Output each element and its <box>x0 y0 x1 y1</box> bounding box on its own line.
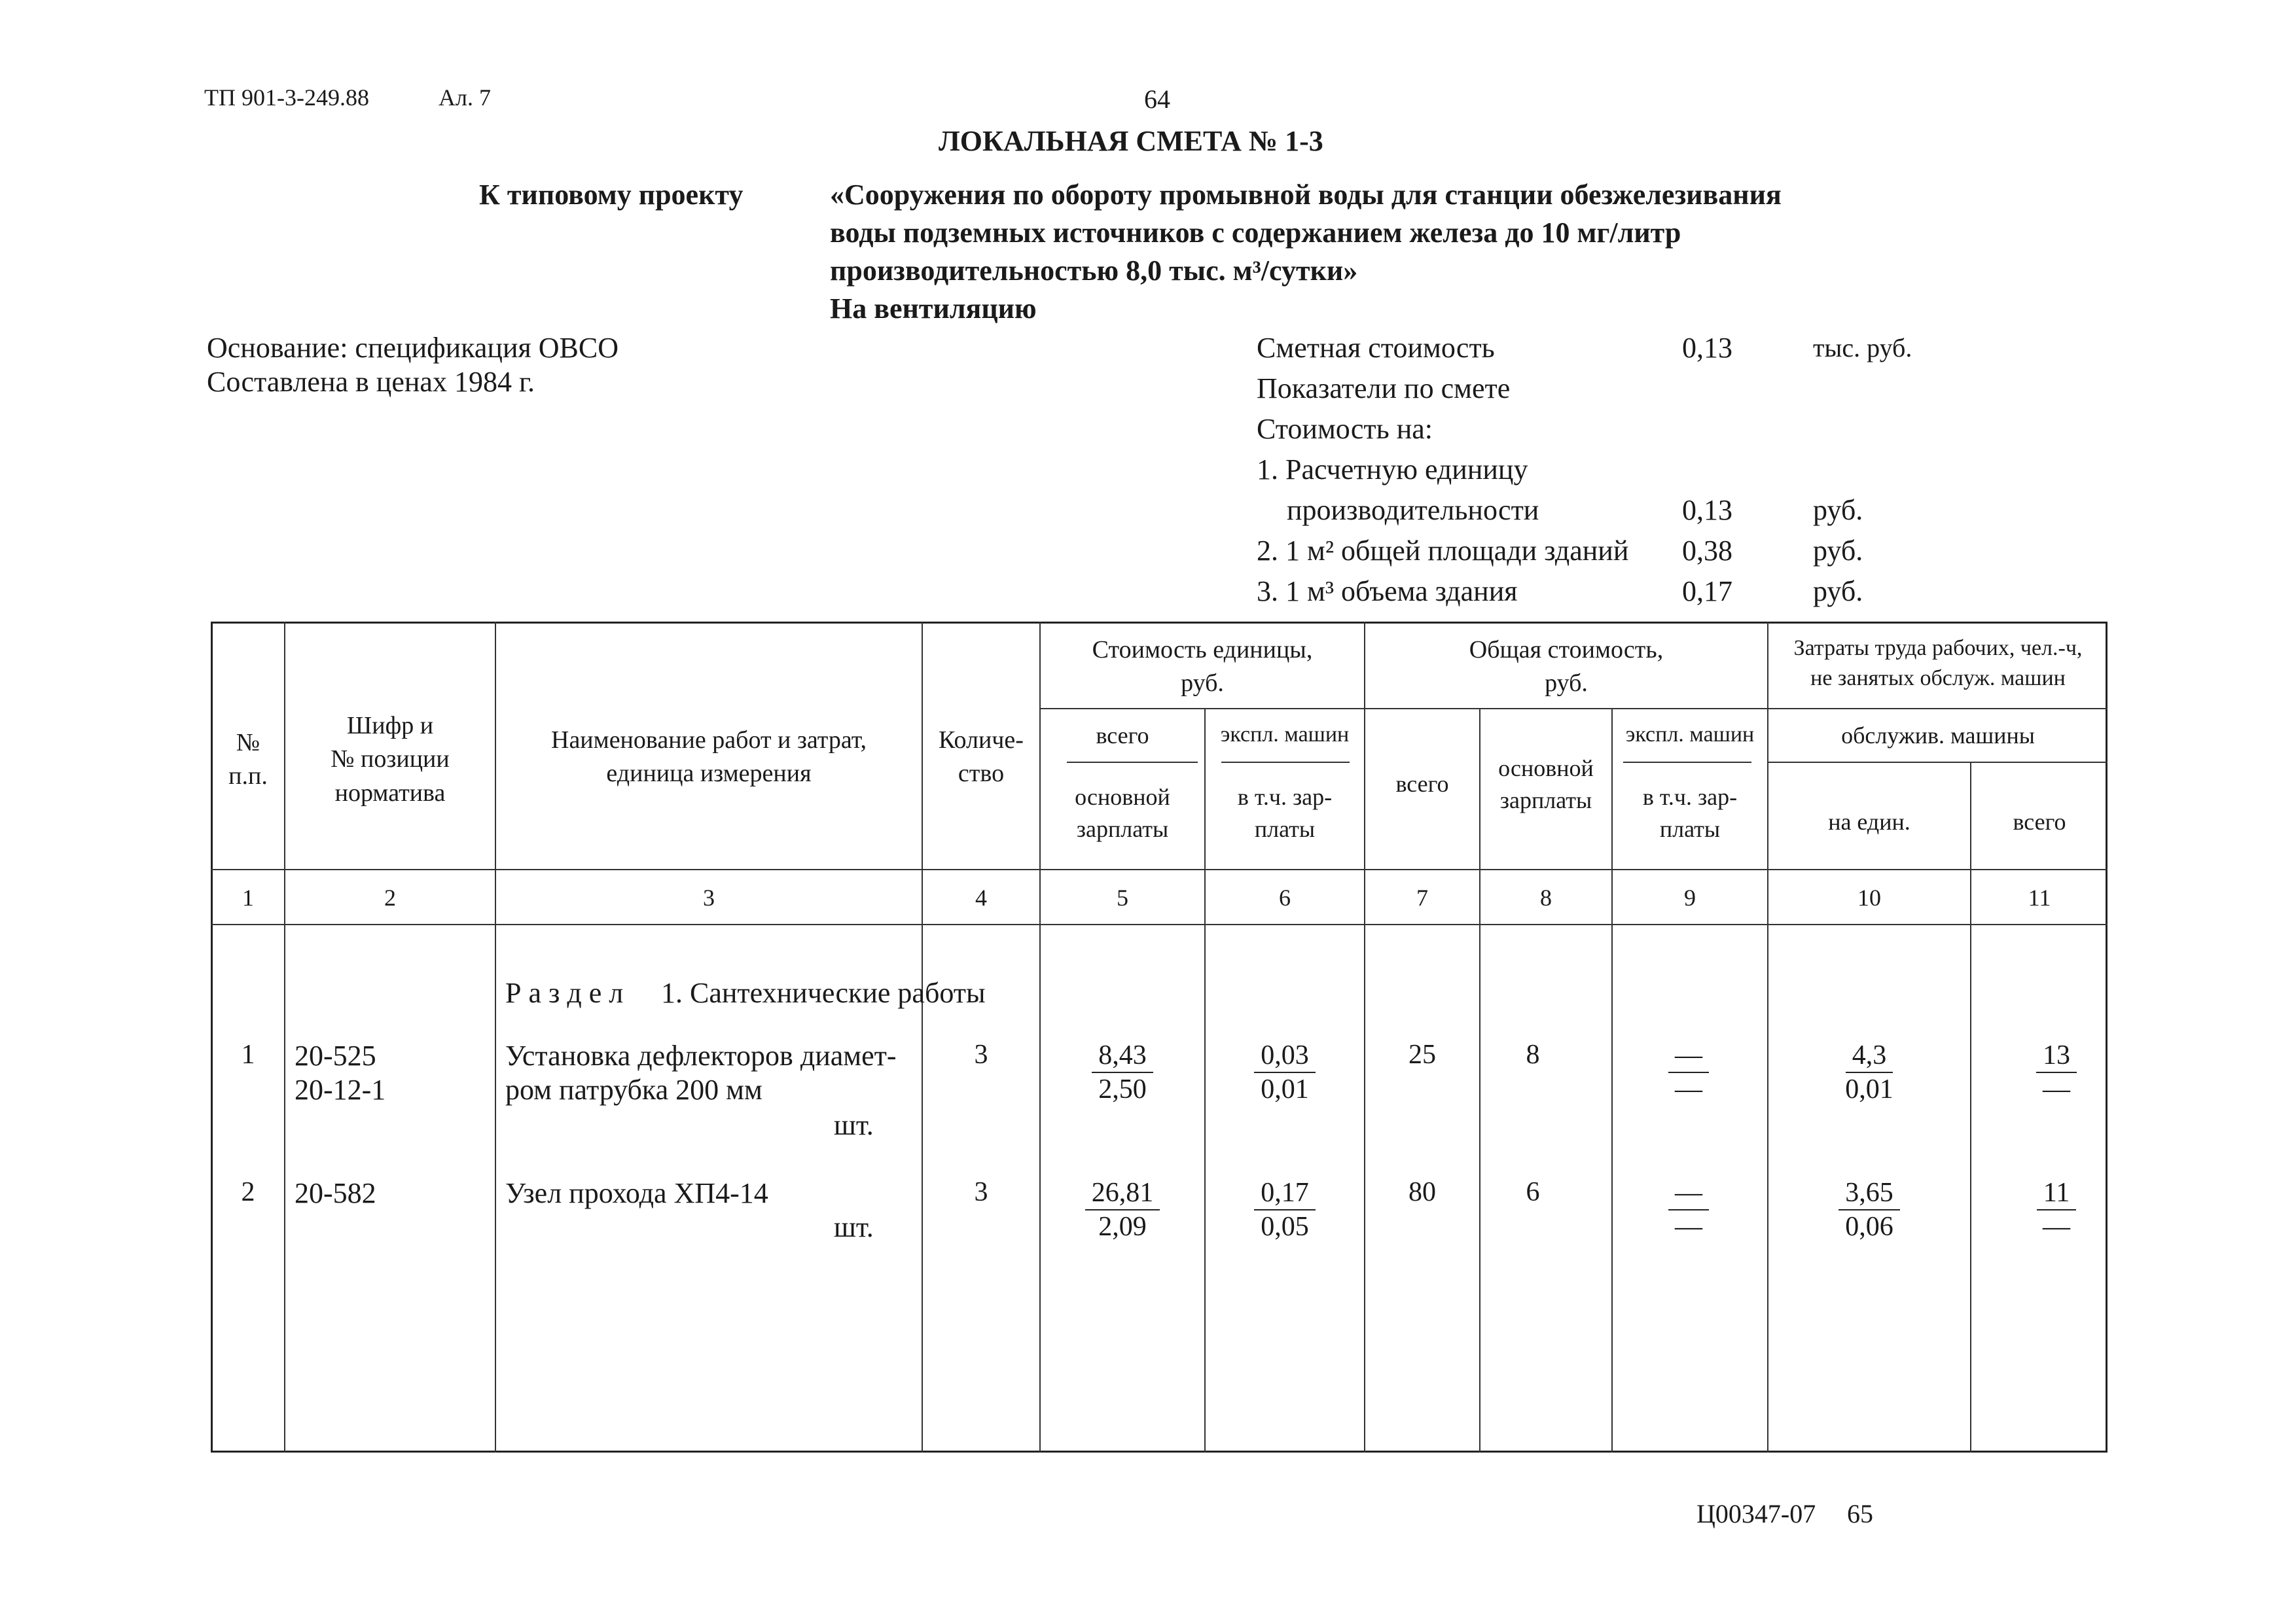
row-2-c5-wages: 2,09 <box>1098 1212 1147 1242</box>
column-number: 1 <box>242 885 254 911</box>
basis-line1: Основание: спецификация ОВСО <box>207 332 619 364</box>
header-c6-top: экспл. машин <box>1220 722 1350 747</box>
table-divider <box>1970 762 1971 1453</box>
row-2-c5 <box>1070 1176 1175 1243</box>
indicator-3-label: 3. 1 м³ объема здания <box>1257 575 1518 607</box>
row-2-c10-machines: 0,06 <box>1845 1212 1893 1242</box>
row-1-number: 1 <box>241 1040 255 1070</box>
project-title-line2: воды подземных источников с содержанием железа до 10 мг/литр <box>830 217 1681 249</box>
row-1-c9-machines: — <box>1668 1039 1709 1073</box>
header-c6-bottom: в т.ч. зар- платы <box>1237 784 1333 842</box>
row-2-c6-wages: 0,05 <box>1261 1212 1309 1242</box>
row-2-c9-wages: — <box>1675 1212 1702 1242</box>
column-number: 8 <box>1540 885 1552 911</box>
row-2-c11-machines: — <box>2043 1212 2070 1242</box>
header-c11: всего <box>2013 809 2066 835</box>
header-c5-bottom: основной зарплаты <box>1075 784 1170 842</box>
footer-page: 65 <box>1847 1499 1873 1528</box>
header-labor: Затраты труда рабочих, чел.-ч, не занятых обслуж. машин <box>1793 636 2083 690</box>
column-number: 5 <box>1117 885 1128 911</box>
header-c9-top: экспл. машин <box>1625 722 1755 747</box>
row-1-c5-total: 8,43 <box>1092 1039 1153 1073</box>
row-2-c9-machines: — <box>1668 1176 1709 1210</box>
header-c9-bottom: в т.ч. зар- платы <box>1642 784 1738 842</box>
to-project-label: К типовому проекту <box>479 179 744 211</box>
row-2-c10-per-unit: 3,65 <box>1839 1176 1900 1210</box>
row-1-name2: ром патрубка 200 мм <box>505 1074 762 1106</box>
cost-for-label: Стоимость на: <box>1257 413 1433 445</box>
estimated-cost-unit: тыс. руб. <box>1813 333 1912 362</box>
column-number: 10 <box>1857 885 1881 911</box>
header-unit-cost: Стоимость единицы, руб. <box>1092 636 1313 697</box>
column-number: 11 <box>2028 885 2051 911</box>
table-divider <box>1479 708 1480 1453</box>
row-1-c11-machines: — <box>2043 1074 2070 1104</box>
column-number: 7 <box>1416 885 1428 911</box>
row-1-c6-wages: 0,01 <box>1261 1074 1309 1104</box>
header-col-code: Шифр и № позиции норматива <box>331 712 450 807</box>
row-2-c7: 80 <box>1408 1177 1436 1207</box>
row-1-c9-wages: — <box>1675 1074 1702 1104</box>
header-c5-top: всего <box>1096 722 1149 749</box>
header-col-name: Наименование работ и затрат, единица измерения <box>551 726 867 788</box>
row-1-c10 <box>1817 1039 1922 1106</box>
header-col-quantity: Количе- ство <box>939 726 1024 788</box>
indicator-2-value: 0,38 <box>1682 535 1732 567</box>
project-title-line1: «Сооружения по обороту промывной воды для станции обезжелезивания <box>830 179 1782 211</box>
table-divider <box>1039 708 2108 709</box>
table-divider <box>211 924 2108 925</box>
indicator-1-value: 0,13 <box>1682 494 1732 526</box>
row-2-c9 <box>1636 1176 1741 1243</box>
column-number: 6 <box>1279 885 1291 911</box>
indicators-label: Показатели по смете <box>1257 372 1511 404</box>
page-number: 64 <box>1144 84 1170 114</box>
estimated-cost-value: 0,13 <box>1682 332 1732 364</box>
page-title: ЛОКАЛЬНАЯ СМЕТА № 1-3 <box>939 125 1323 157</box>
row-2-code1: 20-582 <box>295 1177 376 1209</box>
doc-code: ТП 901-3-249.88 <box>204 84 369 111</box>
row-1-code1: 20-525 <box>295 1040 376 1072</box>
row-1-c11-total: 13 <box>2036 1039 2077 1073</box>
section-label: Р а з д е л <box>505 977 624 1009</box>
column-number: 4 <box>975 885 987 911</box>
row-1-c5 <box>1070 1039 1175 1106</box>
row-1-c9 <box>1636 1039 1741 1106</box>
header-total-cost: Общая стоимость, руб. <box>1469 636 1664 697</box>
row-1-c10-per-unit: 4,3 <box>1846 1039 1893 1073</box>
row-2-name1: Узел прохода ХП4-14 <box>505 1177 768 1209</box>
row-1-name1: Установка дефлекторов диамет- <box>505 1040 897 1072</box>
row-1-c5-wages: 2,50 <box>1098 1074 1147 1104</box>
row-2-c5-total: 26,81 <box>1085 1176 1160 1210</box>
row-1-c8: 8 <box>1526 1040 1540 1070</box>
table-divider <box>211 869 2108 870</box>
section-title: 1. Сантехнические работы <box>661 977 986 1009</box>
row-1-c11 <box>2004 1039 2109 1106</box>
indicator-3-value: 0,17 <box>1682 575 1732 607</box>
row-1-c7: 25 <box>1408 1040 1436 1070</box>
row-1-c6 <box>1232 1039 1337 1106</box>
column-number: 2 <box>384 885 396 911</box>
indicator-2-unit: руб. <box>1813 535 1863 567</box>
indicator-1-line2: производительности <box>1287 494 1539 526</box>
row-1-code2: 20-12-1 <box>295 1074 386 1106</box>
column-number: 9 <box>1684 885 1696 911</box>
indicator-1-unit: руб. <box>1813 494 1863 526</box>
sheet-number: Ал. 7 <box>439 84 491 111</box>
subject: На вентиляцию <box>830 292 1037 325</box>
header-col-number: № п.п. <box>228 729 268 790</box>
basis-line2: Составлена в ценах 1984 г. <box>207 366 535 398</box>
row-2-c11-total: 11 <box>2037 1176 2076 1210</box>
indicator-2-label: 2. 1 м² общей площади зданий <box>1257 535 1629 567</box>
header-c7: всего <box>1395 771 1449 797</box>
row-2-c6-machines: 0,17 <box>1254 1176 1316 1210</box>
row-2-c11 <box>2004 1176 2109 1243</box>
row-2-c10 <box>1817 1176 1922 1243</box>
row-1-c10-machines: 0,01 <box>1845 1074 1893 1104</box>
row-2-number: 2 <box>241 1177 255 1207</box>
estimated-cost-label: Сметная стоимость <box>1257 332 1495 364</box>
indicator-1-line1: 1. Расчетную единицу <box>1257 453 1528 485</box>
column-number: 3 <box>703 885 715 911</box>
table-divider <box>1767 762 2108 763</box>
row-1-unit: шт. <box>834 1109 874 1141</box>
header-fraction-line <box>1067 762 1198 763</box>
footer-code: Ц00347-07 <box>1696 1499 1816 1528</box>
header-fraction-line <box>1221 762 1350 763</box>
row-2-c6 <box>1232 1176 1337 1243</box>
header-c8: основной зарплаты <box>1498 755 1594 813</box>
project-title-line3: производительностью 8,0 тыс. м³/сутки» <box>830 255 1358 287</box>
header-labor-sub: обслужив. машины <box>1841 722 2035 749</box>
row-2-unit: шт. <box>834 1211 874 1243</box>
header-fraction-line <box>1623 762 1751 763</box>
header-c10: на един. <box>1828 809 1910 835</box>
row-2-c8: 6 <box>1526 1177 1540 1207</box>
row-2-quantity: 3 <box>974 1177 988 1207</box>
row-1-c6-machines: 0,03 <box>1254 1039 1316 1073</box>
row-1-quantity: 3 <box>974 1040 988 1070</box>
table-divider <box>1364 622 1365 1453</box>
indicator-3-unit: руб. <box>1813 575 1863 607</box>
